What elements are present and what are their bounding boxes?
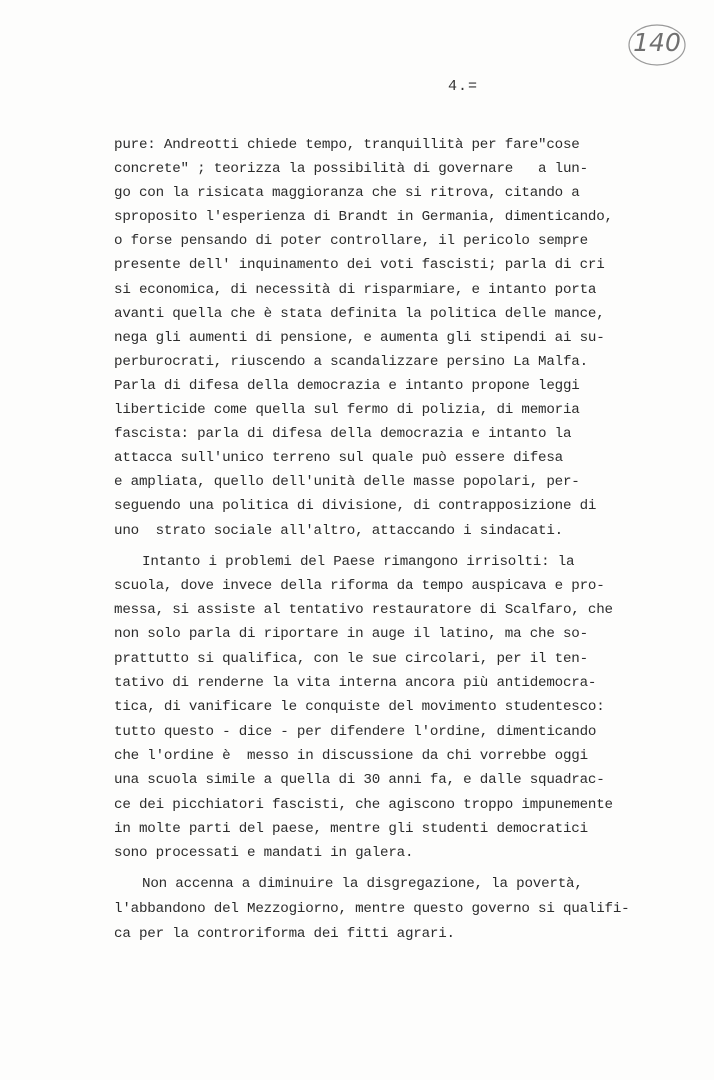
stamp-number: 140 — [633, 28, 681, 57]
text-line: tica, di vanificare le conquiste del movimento studentesco: — [114, 699, 605, 716]
text-line: pure: Andreotti chiede tempo, tranquillità per fare"cose — [114, 137, 580, 153]
text-line: go con la risicata maggioranza che si ritrova, citando a — [114, 185, 580, 202]
page-number: 4.= — [448, 78, 479, 95]
text-line: presente dell' inquinamento dei voti fascisti; parla di cri — [114, 257, 605, 274]
text-line: sono processati e mandati in galera. — [114, 845, 414, 862]
text-line: non solo parla di riportare in auge il latino, ma che so- — [114, 626, 588, 643]
text-line: una scuola simile a quella di 30 anni fa, e dalle squadrac- — [114, 772, 605, 789]
text-line: concrete" ; teorizza la possibilità di governare a lun- — [114, 161, 588, 178]
text-line: si economica, di necessità di risparmiare, e intanto porta — [114, 281, 597, 298]
body-text — [114, 133, 630, 947]
text-line: sproposito l'esperienza di Brandt in Germania, dimenticando, — [114, 209, 613, 226]
text-line: tativo di renderne la vita interna ancora più antidemocra- — [114, 675, 597, 692]
text-line: seguendo una politica di divisione, di contrapposizione di — [114, 498, 597, 515]
text-line: che l'ordine è messo in discussione da chi vorrebbe oggi — [114, 747, 588, 764]
text-line: scuola, dove invece della riforma da tempo auspicava e pro- — [114, 577, 605, 594]
paragraph-2 — [114, 550, 614, 866]
text-line: avanti quella che è stata definita la politica delle mance, — [114, 305, 605, 322]
paragraph-3 — [114, 872, 630, 947]
paragraph-1 — [114, 133, 614, 543]
text-line: tutto questo - dice - per difendere l'ordine, dimenticando — [114, 723, 597, 740]
text-line: in molte parti del paese, mentre gli studenti democratici — [114, 820, 588, 837]
text-line: e ampliata, quello dell'unità delle masse popolari, per- — [114, 474, 580, 491]
text-line: prattutto si qualifica, con le sue circolari, per il ten- — [114, 650, 588, 667]
paragraph-spacer — [114, 865, 614, 872]
text-line: messa, si assiste al tentativo restauratore di Scalfaro, che — [114, 602, 613, 619]
text-line: ca per la controriforma dei fitti agrari. — [114, 926, 455, 943]
text-line: nega gli aumenti di pensione, e aumenta gli stipendi ai su- — [114, 329, 605, 346]
text-line: uno strato sociale all'altro, attaccando i sindacati. — [114, 522, 563, 539]
text-line: ce dei picchiatori fascisti, che agiscono troppo impunemente — [114, 796, 613, 813]
text-line: o forse pensando di poter controllare, il pericolo sempre — [114, 233, 588, 250]
text-line: l'abbandono del Mezzogiorno, mentre questo governo si qualifi- — [114, 901, 630, 918]
text-line: fascista: parla di difesa della democrazia e intanto la — [114, 426, 572, 443]
text-line: Intanto i problemi del Paese rimangono irrisolti: la — [142, 553, 575, 570]
text-line: Parla di difesa della democrazia e intanto propone leggi — [114, 377, 580, 394]
archive-stamp — [626, 22, 688, 68]
text-line: attacca sull'unico terreno sul quale può essere difesa — [114, 450, 563, 467]
text-line: Non accenna a diminuire la disgregazione, la povertà, — [142, 876, 583, 893]
text-line: liberticide come quella sul fermo di polizia, di memoria — [114, 402, 580, 419]
paragraph-spacer — [114, 543, 614, 550]
text-line: perburocrati, riuscendo a scandalizzare persino La Malfa. — [114, 353, 588, 370]
